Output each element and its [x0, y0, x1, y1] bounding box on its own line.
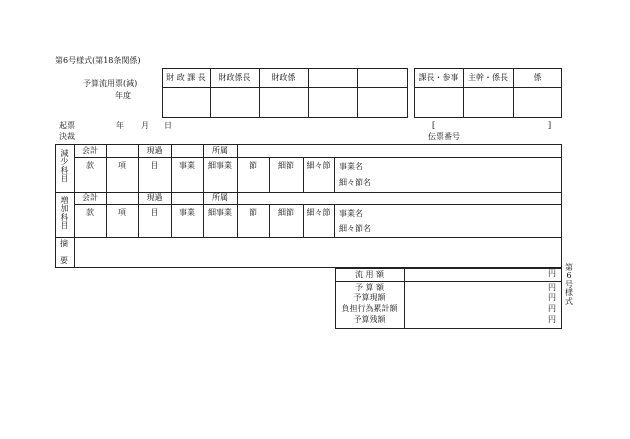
cumulative-burden-yen: 円 [548, 304, 556, 313]
transfer-amount-yen: 円 [548, 269, 556, 278]
increase-moku: 目 [150, 208, 159, 217]
increase-department: 所属 [212, 193, 228, 202]
increase-kan: 款 [86, 208, 94, 217]
decrease-account: 会計 [82, 145, 98, 155]
date-month: 月 [141, 121, 149, 130]
decrease-kou: 項 [118, 161, 126, 170]
form-number: 第6号様式(第18条関係) [55, 56, 141, 65]
decrease-current-fund: 現過 [146, 145, 163, 155]
summary-label-top: 摘 [60, 239, 68, 248]
transfer-amount-label: 流 用 額 [354, 269, 385, 279]
budget-remaining-label: 予算残額 [353, 315, 386, 324]
increase-saisai-setsu: 細々節 [306, 208, 331, 217]
increase-saisai-setsu-name: 細々節名 [339, 224, 371, 233]
voucher-label: 伝票番号 [428, 132, 460, 141]
decrease-jigyo-name: 事業名 [339, 162, 363, 171]
date-year: 年 [116, 121, 124, 130]
approval-staff: 係 [533, 72, 542, 82]
decrease-saisai-setsu-name: 細々節名 [339, 178, 371, 187]
fiscal-year-label: 年度 [115, 91, 131, 100]
approval-finance-staff: 財政係 [271, 72, 296, 82]
approval-subsection-chief: 主幹・係長 [468, 72, 508, 82]
approval-section-chief: 課長・参事 [418, 72, 459, 82]
increase-current-fund: 現過 [146, 193, 163, 202]
form-title: 予算流用票(減) [83, 79, 138, 88]
decision-label: 決裁 [59, 132, 75, 141]
approval-finance-director: 財 政 課 長 [166, 72, 206, 82]
decrease-sai-setsu: 細節 [278, 161, 294, 170]
decrease-kan: 款 [86, 161, 94, 170]
approval-finance-chief: 財政係長 [218, 72, 251, 82]
decrease-saisai-setsu: 細々節 [306, 161, 331, 170]
increase-sai-jigyo: 細事業 [208, 208, 232, 217]
decrease-department: 所属 [212, 145, 228, 155]
increase-side-label: 増 加 科 目 [60, 196, 69, 231]
budget-amount-yen: 円 [548, 283, 556, 292]
budget-current-label: 予算現額 [353, 293, 386, 302]
side-form-number: 第 6 号 様 式 [565, 263, 573, 306]
increase-setsu: 節 [249, 208, 257, 217]
increase-sai-setsu: 細節 [278, 208, 294, 217]
voucher-bracket-close: ] [548, 121, 552, 130]
increase-jigyo-name: 事業名 [339, 209, 363, 218]
cumulative-burden-label: 負担行為累計額 [341, 304, 398, 313]
date-day: 日 [164, 121, 172, 130]
budget-current-yen: 円 [548, 293, 556, 302]
decrease-side-label: 減 少 科 目 [60, 149, 69, 184]
decrease-sai-jigyo: 細事業 [208, 161, 232, 170]
summary-label-bottom: 要 [60, 256, 68, 265]
budget-amount-label: 予 算 額 [354, 283, 385, 292]
decrease-jigyo: 事業 [179, 161, 195, 170]
increase-jigyo: 事業 [179, 208, 195, 217]
increase-kou: 項 [118, 208, 126, 217]
increase-account: 会計 [82, 193, 98, 202]
budget-remaining-yen: 円 [548, 315, 556, 324]
draft-label: 起票 [59, 121, 75, 130]
decrease-moku: 目 [150, 161, 159, 170]
voucher-bracket-open: [ [432, 121, 436, 130]
decrease-setsu: 節 [249, 161, 257, 170]
